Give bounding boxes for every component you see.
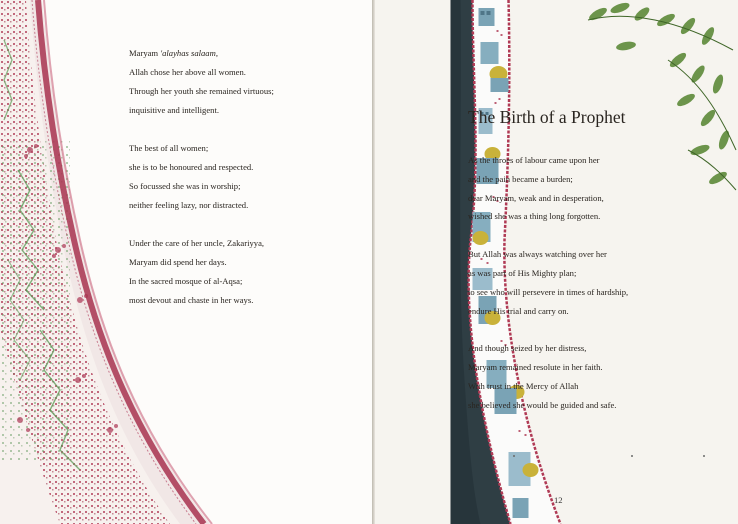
poem-line: endure His trial and carry on. (468, 305, 569, 316)
poem-line: inquisitive and intelligent. (129, 105, 219, 115)
poem-line: wished she was a thing long forgotten. (468, 211, 601, 222)
book-gutter (372, 0, 375, 524)
poem-line: most devout and chaste in her ways. (129, 295, 254, 305)
stanza (468, 245, 668, 320)
stanza (129, 44, 349, 120)
stanza (129, 139, 349, 215)
poem-line-text: Maryam (129, 48, 161, 58)
poem-line: Maryam did spend her days. (129, 257, 227, 267)
poem-line: to see who will persevere in times of hardship, (468, 286, 629, 297)
poem-line: Maryam remained resolute in her faith. (468, 362, 603, 373)
page-number: 12 (554, 495, 563, 505)
stanza (468, 151, 668, 226)
poem-line: Under the care of her uncle, Zakariyya, (129, 238, 265, 248)
stanza (468, 339, 668, 414)
poem-line: she is to be honoured and respected. (129, 162, 254, 172)
right-page-poem (468, 151, 668, 434)
poem-line: she believed she would be guided and safe. (468, 399, 617, 410)
poem-line: The best of all women; (129, 143, 209, 153)
poem-line (129, 44, 349, 63)
right-page (373, 0, 738, 524)
poem-line: In the sacred mosque of al-Aqsa; (129, 276, 243, 286)
poem-line: Through her youth she remained virtuous; (129, 86, 274, 96)
stanza (129, 234, 349, 310)
poem-line: and the pain became a burden; (468, 173, 573, 184)
poem-line: So focussed she was in worship; (129, 181, 241, 191)
poem-line: And though seized by her distress, (468, 343, 587, 354)
poem-line: as was part of His Mighty plan; (468, 267, 577, 278)
poem-line: As the throes of labour came upon her (468, 155, 600, 165)
poem-line: Allah chose her above all women. (129, 67, 246, 77)
poem-line: dear Maryam, weak and in desperation, (468, 192, 604, 203)
poem-line: neither feeling lazy, nor distracted. (129, 200, 249, 210)
poem-line: With trust in the Mercy of Allah (468, 380, 579, 391)
page-title: The Birth of a Prophet (468, 107, 626, 127)
left-page-poem (129, 44, 349, 329)
poem-line: But Allah was always watching over her (468, 249, 607, 260)
salutation-text: 'alayhas salaam (160, 48, 216, 58)
poem-line-text: , (215, 48, 218, 58)
